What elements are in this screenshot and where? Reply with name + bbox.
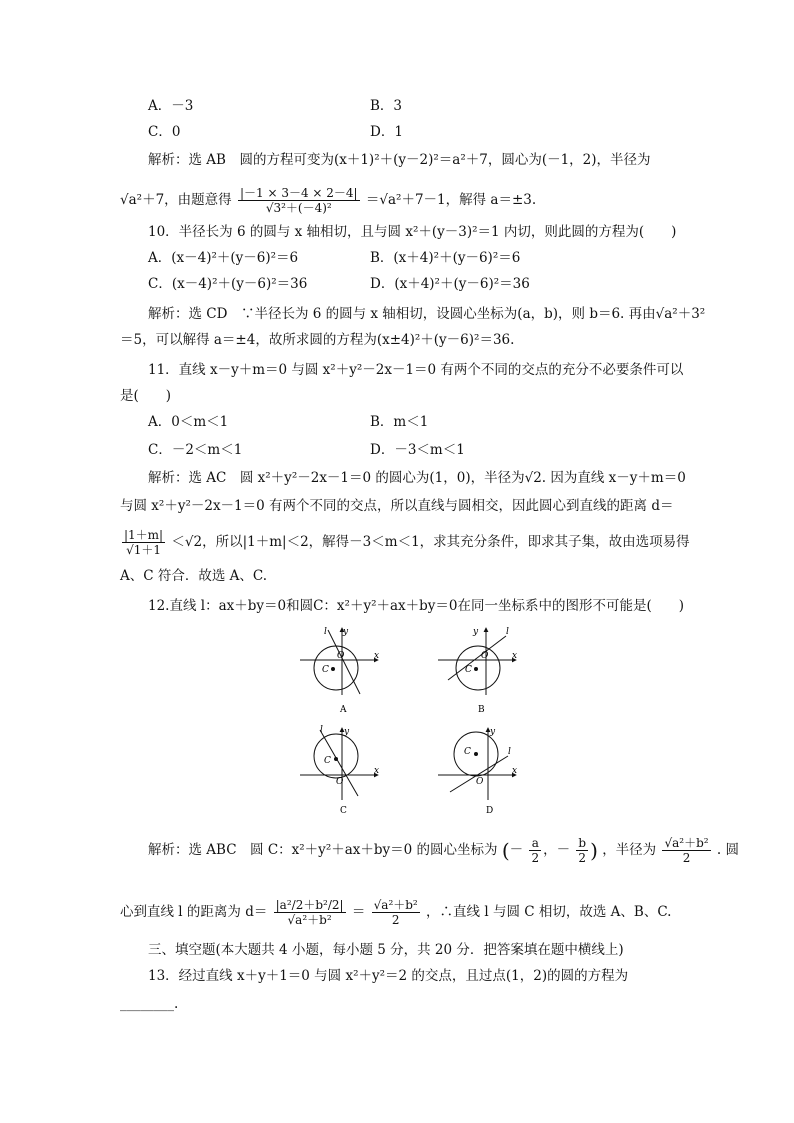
q11-solution-line4: A、C 符合．故选 A、C. (120, 568, 268, 584)
q13-stem-line1: 13．经过直线 x＋y＋1＝0 与圆 x²＋y²＝2 的交点，且过点(1，2)的圆的方程为 (148, 968, 629, 984)
q12-radius-fraction-2 (372, 898, 420, 927)
figure-a (300, 628, 378, 695)
q12-distance-numerator: |a²/2＋b²/2| (275, 898, 344, 912)
figure-d-line-label: l (508, 747, 511, 757)
q12-solution-line1: 解析：选 ABC 圆 C：x²＋y²＋ax＋by＝0 的圆心坐标为 (－ $\frac{a}{2}$ ，－ $\frac{b}{2}$ ) ，半径为 $\frac{\text{√a²＋b²}}{2}$ . 圆 (148, 836, 739, 865)
figure-c (300, 728, 378, 800)
figure-c-x-label: x (374, 766, 380, 776)
q9-fraction-numerator: |－1 × 3－4 × 2－4| (239, 186, 358, 200)
figure-a-center-label: C (322, 665, 329, 675)
q11-fraction-denominator: √1＋1 (126, 543, 162, 557)
q9-solution-line2 (120, 186, 536, 215)
q12-stem: 12.直线 l：ax＋by＝0和圆C：x²＋y²＋ax＋by＝0在同一坐标系中的图形不可能是( ) (148, 598, 685, 614)
figure-b-x-label: x (512, 651, 518, 661)
section-heading: 三、填空题(本大题共 4 小题，每小题 5 分，共 20 分．把答案填在题中横线上) (148, 942, 624, 958)
figure-c-center-label: C (324, 756, 331, 766)
figure-b-y-label: y (473, 627, 479, 637)
q12-center-y-fraction (576, 836, 588, 865)
q10-option-c: C．(x－4)²＋(y－6)²＝36 (148, 276, 308, 292)
q12-radius-numerator: √a²＋b² (664, 836, 709, 850)
figure-d-center-label: C (464, 747, 471, 757)
q12-solution-text-e: ＝ (351, 904, 366, 920)
figure-c-origin-label: O (336, 777, 344, 787)
figure-b-line-label: l (506, 627, 509, 637)
q11-option-c: C．－2＜m＜1 (148, 442, 243, 458)
figure-b-caption: B (478, 705, 485, 715)
q12-figures (290, 620, 530, 820)
q11-option-b: B．m＜1 (370, 414, 429, 430)
q10-stem: 10．半径长为 6 的圆与 x 轴相切，且与圆 x²＋(y－3)²＝1 内切，则此圆的方程为( ) (148, 224, 677, 240)
q9-option-d: D．1 (370, 124, 403, 140)
q11-fraction-numerator: |1＋m| (124, 528, 164, 542)
q12-distance-fraction (274, 898, 346, 927)
q11-solution-line2: 与圆 x²＋y²－2x－1＝0 有两个不同的交点，所以直线与圆相交，因此圆心到直线的距离 d＝ (120, 498, 674, 514)
figure-b (438, 628, 516, 695)
q12-solution-text-d: 心到直线 l 的距离为 d＝ (120, 904, 268, 920)
figure-a-origin-label: O (337, 651, 345, 661)
q12-center-y-denominator: 2 (578, 851, 587, 865)
q12-center-x-numerator: a (529, 836, 541, 851)
q12-distance-denominator: √a²＋b² (287, 913, 332, 927)
q9-option-a: A．－3 (148, 98, 194, 114)
figure-d-y-label: y (490, 727, 496, 737)
figure-a-caption: A (340, 705, 347, 715)
figure-c-caption: C (340, 806, 347, 816)
q11-solution-line3 (120, 528, 690, 557)
figure-b-center-label: C (465, 665, 472, 675)
q12-radius-denominator-2: 2 (391, 913, 400, 927)
q9-solution-text-a: √a²＋7，由题意得 (120, 192, 232, 208)
q12-radius-numerator-2: √a²＋b² (373, 898, 418, 912)
q11-solution-text-b: ＜√2，所以|1＋m|＜2，解得－3＜m＜1，求其充分条件，即求其子集，故由选项易得 (171, 534, 690, 550)
q12-radius-denominator: 2 (682, 851, 691, 865)
q13-answer-blank: ________. (120, 996, 179, 1012)
q11-fraction (122, 528, 165, 557)
q9-solution-line1: 解析：选 AB 圆的方程可变为(x＋1)²＋(y－2)²＝a²＋7，圆心为(－1，2)，半径为 (148, 152, 651, 168)
q12-solution-text-f: ，∴直线 l 与圆 C 相切，故选 A、B、C. (426, 904, 672, 920)
q11-option-d: D．－3＜m＜1 (370, 442, 465, 458)
q10-solution-line2: ＝5，可以解得 a＝±4，故所求圆的方程为(x±4)²＋(y－6)²＝36. (120, 332, 515, 348)
figure-d-x-label: x (512, 766, 518, 776)
figure-a-line-label: l (324, 627, 327, 637)
figure-d-caption: D (486, 806, 494, 816)
q9-option-b: B．3 (370, 98, 403, 114)
q12-center-x-denominator: 2 (531, 851, 540, 865)
q9-solution-text-b: ＝√a²＋7－1，解得 a＝±3. (365, 192, 537, 208)
figure-b-origin-label: O (481, 651, 489, 661)
q11-stem-line2: 是( ) (120, 388, 172, 404)
q11-option-a: A．0＜m＜1 (148, 414, 229, 430)
figure-d (438, 728, 516, 800)
q12-solution-text-a: 解析：选 ABC 圆 C：x²＋y²＋ax＋by＝0 的圆心坐标为 (148, 842, 498, 858)
q10-option-a: A．(x－4)²＋(y－6)²＝6 (148, 250, 299, 266)
q12-solution-line2 (120, 898, 671, 927)
figure-c-y-label: y (344, 727, 350, 737)
q10-option-d: D．(x＋4)²＋(y－6)²＝36 (370, 276, 530, 292)
q9-fraction-denominator: √3²＋(－4)² (265, 201, 332, 215)
q12-center-y-numerator: b (578, 836, 587, 850)
figure-d-origin-label: O (476, 777, 484, 787)
q9-option-c: C．0 (148, 124, 181, 140)
q12-center-x-fraction (529, 836, 541, 865)
q10-solution-line1: 解析：选 CD ∵半径长为 6 的圆与 x 轴相切，设圆心坐标为(a，b)，则 b＝6. 再由√a²＋3² (148, 306, 706, 322)
q12-radius-fraction (662, 836, 710, 865)
figure-c-line-label: l (320, 725, 323, 735)
q12-solution-text-b: ，半径为 (602, 842, 657, 858)
q12-solution-text-c: . 圆 (716, 842, 739, 858)
q11-solution-line1: 解析：选 AC 圆 x²＋y²－2x－1＝0 的圆心为(1，0)，半径为√2. 因为直线 x－y＋m＝0 (148, 470, 686, 486)
figure-a-y-label: y (343, 627, 349, 637)
figure-a-x-label: x (374, 651, 380, 661)
q9-fraction (238, 186, 360, 215)
q11-stem-line1: 11．直线 x－y＋m＝0 与圆 x²＋y²－2x－1＝0 有两个不同的交点的充分不必要条件可以 (148, 362, 684, 378)
q10-option-b: B．(x＋4)²＋(y－6)²＝6 (370, 250, 521, 266)
